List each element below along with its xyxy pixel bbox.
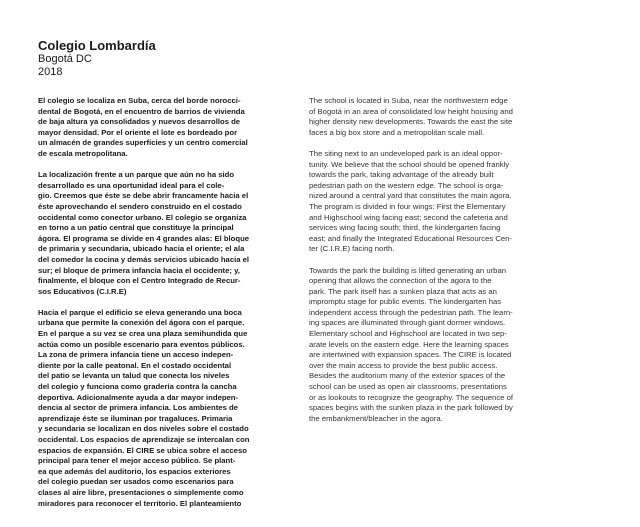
spanish-paragraph-2: La localización frente a un parque que aún no ha sido desarrollado es una oportunidad ideal para el cole- gio. Creemos que éste se debe abrir francamente hacia el éste aprovechando el sendero construido en el costado occidental como conector urbano. El colegio se organiza en torno a un patio central que constituye la principal ágora. El programa se divide en 4 grandes alas: El bloque de primaria y secundaria, ubicado hacia el oriente; el ala del comedor la cocina y demás servicios ubicado hacia el sur; el bloque de primera infancia hacia el occidente; y, finalmente, el bloque con el Centro Integrado de Recur- sos Educativos (C.I.R.E) (38, 170, 250, 296)
spanish-text-column (38, 96, 298, 520)
english-paragraph-3: Towards the park the building is lifted generating an urban opening that allows the connection of the agora to the park. The park itself has a sunken plaza that acts as an impromptu stage for public events. The kindergarten has independent access through the pedestrian path. The learn- ing spaces are illuminated through giant dormer windows. Elementary school and Highschool are located in two sep- arate levels on the eastern edge. Here the learning spaces are intertwined with expansion spaces. The CIRE is located over the main access to provide the best public access. Besides the auditorium many of the exterior spaces of the school can be used as open air classrooms, presentations or as lookouts to recognize the geography. The sequence of spaces begins with the sunken plaza in the park followed by the embankment/bleacher in the agora. (309, 265, 513, 423)
spanish-paragraph-3: Hacia el parque el edificio se eleva generando una boca urbana que permite la conexión del ágora con el parque. En el parque a su vez se crea una plaza semihundida que actúa como un posible escenario para eventos públicos. La zona de primera infancia tiene un acceso indepen- diente por la calle peatonal. En el costado occidental del patio se levanta un talud que conecta los niveles del colegio y funciona como gradería contra la cancha deportiva. Adicionalmente ayuda a dar mayor indepen- dencia al sector de primera infancia. Los ambientes de aprendizaje éste se iluminan por tragaluces. Primaria y secundaria se localizan en dos niveles sobre el costado occidental. Los espacios de aprendizaje se intercalan con espacios de expansión. El CIRE se ubica sobre el acceso principal para tener el mejor acceso público. Se plant- ea que además del auditorio, los espacios exteriores del colegio puedan ser usados como escenarios para clases al aire libre, presentaciones o simplemente como miradores para reconocer el territorio. El planteamiento (38, 307, 250, 508)
project-location: Bogotá DC (38, 53, 92, 65)
english-text-column (309, 96, 609, 435)
english-paragraph-2: The siting next to an undeveloped park is an ideal oppor- tunity. We believe that the school should be opened frankly towards the park, taking advantage of the already built pedestrian path on the western edge. The school is orga- nized around a central yard that constitutes the main agora. The program is divided in four wings: First the Elementary and Highschool wing facing east; second the cafeteria and services wing facing south; third, the kindergarten facing east; and finally the Integrated Educational Resources Cen- ter (C.I.R.E) facing north. (309, 148, 512, 254)
project-year: 2018 (38, 66, 63, 78)
spanish-paragraph-1: El colegio se localiza en Suba, cerca del borde norocci- dental de Bogotá, en el encuentro de barrios de vivienda de baja altura ya consolidados y nuevos desarrollos de mayor densidad. Por el oriente el lote es bordeado por un almacén de grandes superficies y un centro comercial de escala metropolitana. (38, 96, 248, 158)
project-title: Colegio Lombardía (38, 38, 156, 53)
english-paragraph-1: The school is located in Suba, near the northwestern edge of Bogotá in an area of consolidated low height housing and higher density new developments. Towards the east the site faces a big box store and a metropolitan scale mall. (309, 96, 513, 137)
project-header (38, 38, 156, 79)
